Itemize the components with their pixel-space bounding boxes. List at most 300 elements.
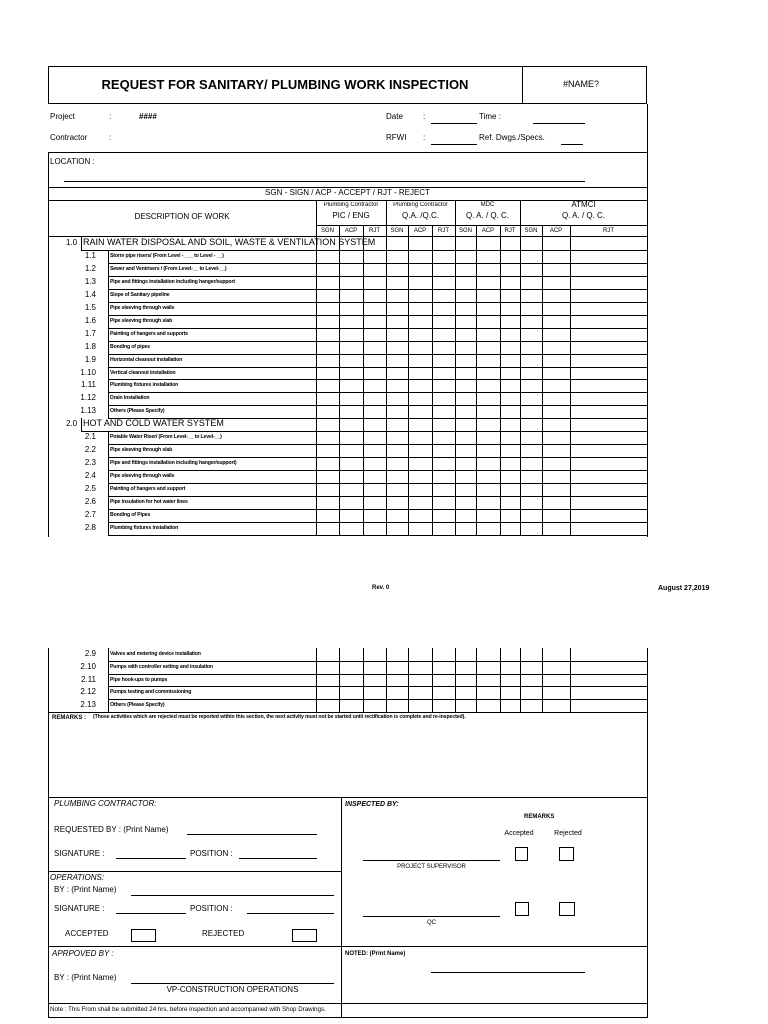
check-cell[interactable]: [433, 355, 455, 367]
qc-field[interactable]: [363, 916, 500, 917]
check-cell[interactable]: [543, 497, 570, 509]
check-cell[interactable]: [387, 264, 408, 276]
check-cell[interactable]: [571, 471, 647, 483]
check-cell[interactable]: [521, 510, 542, 522]
check-cell[interactable]: [317, 510, 339, 522]
check-cell[interactable]: [456, 277, 476, 289]
check-cell[interactable]: [543, 471, 570, 483]
check-cell[interactable]: [543, 251, 570, 263]
check-cell[interactable]: [477, 355, 500, 367]
check-cell[interactable]: [317, 380, 339, 392]
check-cell[interactable]: [409, 484, 432, 496]
check-cell[interactable]: [317, 700, 339, 712]
check-cell[interactable]: [456, 471, 476, 483]
check-cell[interactable]: [571, 380, 647, 392]
check-cell[interactable]: [521, 523, 542, 535]
check-cell[interactable]: [521, 380, 542, 392]
check-cell[interactable]: [433, 662, 455, 674]
check-cell[interactable]: [364, 687, 386, 699]
check-cell[interactable]: [364, 251, 386, 263]
check-cell[interactable]: [364, 523, 386, 535]
check-cell[interactable]: [477, 277, 500, 289]
check-cell[interactable]: [409, 497, 432, 509]
check-cell[interactable]: [571, 484, 647, 496]
check-cell[interactable]: [340, 316, 363, 328]
check-cell[interactable]: [409, 523, 432, 535]
check-cell[interactable]: [501, 484, 520, 496]
check-cell[interactable]: [340, 445, 363, 457]
check-cell[interactable]: [317, 484, 339, 496]
check-cell[interactable]: [543, 458, 570, 470]
check-cell[interactable]: [456, 523, 476, 535]
check-cell[interactable]: [521, 432, 542, 444]
check-cell[interactable]: [317, 355, 339, 367]
check-cell[interactable]: [543, 368, 570, 379]
check-cell[interactable]: [433, 675, 455, 686]
position-field-1[interactable]: [239, 858, 317, 859]
check-cell[interactable]: [456, 484, 476, 496]
check-cell[interactable]: [364, 290, 386, 302]
check-cell[interactable]: [317, 687, 339, 699]
check-cell[interactable]: [571, 316, 647, 328]
check-cell[interactable]: [387, 368, 408, 379]
check-cell[interactable]: [364, 458, 386, 470]
check-cell[interactable]: [521, 497, 542, 509]
check-cell[interactable]: [571, 393, 647, 405]
check-cell[interactable]: [456, 406, 476, 418]
check-cell[interactable]: [409, 303, 432, 315]
check-cell[interactable]: [477, 458, 500, 470]
check-cell[interactable]: [387, 700, 408, 712]
check-cell[interactable]: [387, 251, 408, 263]
check-cell[interactable]: [433, 432, 455, 444]
check-cell[interactable]: [477, 445, 500, 457]
check-cell[interactable]: [543, 329, 570, 341]
check-cell[interactable]: [317, 290, 339, 302]
check-cell[interactable]: [501, 700, 520, 712]
check-cell[interactable]: [317, 393, 339, 405]
check-cell[interactable]: [521, 277, 542, 289]
check-cell[interactable]: [340, 277, 363, 289]
check-cell[interactable]: [571, 649, 647, 661]
check-cell[interactable]: [543, 277, 570, 289]
check-cell[interactable]: [364, 355, 386, 367]
check-cell[interactable]: [501, 393, 520, 405]
check-cell[interactable]: [387, 355, 408, 367]
check-cell[interactable]: [501, 445, 520, 457]
check-cell[interactable]: [409, 662, 432, 674]
check-cell[interactable]: [317, 316, 339, 328]
check-cell[interactable]: [501, 355, 520, 367]
check-cell[interactable]: [340, 303, 363, 315]
check-cell[interactable]: [340, 471, 363, 483]
check-cell[interactable]: [543, 355, 570, 367]
check-cell[interactable]: [501, 471, 520, 483]
project-supervisor-field[interactable]: [363, 860, 500, 861]
check-cell[interactable]: [571, 342, 647, 354]
check-cell[interactable]: [317, 675, 339, 686]
check-cell[interactable]: [501, 523, 520, 535]
check-cell[interactable]: [456, 290, 476, 302]
check-cell[interactable]: [501, 329, 520, 341]
check-cell[interactable]: [317, 497, 339, 509]
check-cell[interactable]: [543, 303, 570, 315]
check-cell[interactable]: [409, 380, 432, 392]
check-cell[interactable]: [364, 264, 386, 276]
check-cell[interactable]: [340, 432, 363, 444]
check-cell[interactable]: [433, 316, 455, 328]
check-cell[interactable]: [501, 497, 520, 509]
check-cell[interactable]: [433, 329, 455, 341]
check-cell[interactable]: [501, 290, 520, 302]
check-cell[interactable]: [340, 406, 363, 418]
check-cell[interactable]: [477, 251, 500, 263]
check-cell[interactable]: [433, 342, 455, 354]
check-cell[interactable]: [340, 523, 363, 535]
time-field[interactable]: [533, 123, 585, 124]
check-cell[interactable]: [433, 510, 455, 522]
check-cell[interactable]: [543, 649, 570, 661]
check-cell[interactable]: [456, 316, 476, 328]
check-cell[interactable]: [317, 368, 339, 379]
check-cell[interactable]: [543, 432, 570, 444]
check-cell[interactable]: [433, 406, 455, 418]
check-cell[interactable]: [543, 380, 570, 392]
check-cell[interactable]: [364, 393, 386, 405]
check-cell[interactable]: [409, 445, 432, 457]
check-cell[interactable]: [340, 484, 363, 496]
check-cell[interactable]: [543, 687, 570, 699]
check-cell[interactable]: [433, 303, 455, 315]
check-cell[interactable]: [477, 393, 500, 405]
check-cell[interactable]: [387, 380, 408, 392]
check-cell[interactable]: [543, 264, 570, 276]
check-cell[interactable]: [477, 662, 500, 674]
check-cell[interactable]: [521, 687, 542, 699]
check-cell[interactable]: [543, 290, 570, 302]
check-cell[interactable]: [433, 687, 455, 699]
check-cell[interactable]: [477, 700, 500, 712]
operations-accepted-checkbox[interactable]: [131, 929, 156, 942]
check-cell[interactable]: [409, 687, 432, 699]
check-cell[interactable]: [317, 264, 339, 276]
check-cell[interactable]: [571, 277, 647, 289]
check-cell[interactable]: [409, 368, 432, 379]
check-cell[interactable]: [477, 380, 500, 392]
check-cell[interactable]: [364, 510, 386, 522]
check-cell[interactable]: [317, 277, 339, 289]
check-cell[interactable]: [433, 523, 455, 535]
check-cell[interactable]: [364, 662, 386, 674]
check-cell[interactable]: [571, 445, 647, 457]
check-cell[interactable]: [340, 649, 363, 661]
check-cell[interactable]: [543, 523, 570, 535]
check-cell[interactable]: [433, 368, 455, 379]
check-cell[interactable]: [364, 303, 386, 315]
check-cell[interactable]: [477, 264, 500, 276]
check-cell[interactable]: [387, 445, 408, 457]
check-cell[interactable]: [477, 523, 500, 535]
check-cell[interactable]: [387, 523, 408, 535]
check-cell[interactable]: [571, 355, 647, 367]
check-cell[interactable]: [477, 471, 500, 483]
check-cell[interactable]: [409, 649, 432, 661]
check-cell[interactable]: [477, 303, 500, 315]
check-cell[interactable]: [521, 316, 542, 328]
check-cell[interactable]: [387, 406, 408, 418]
check-cell[interactable]: [501, 316, 520, 328]
check-cell[interactable]: [340, 380, 363, 392]
supervisor-accept-checkbox[interactable]: [515, 847, 528, 861]
check-cell[interactable]: [317, 649, 339, 661]
check-cell[interactable]: [387, 497, 408, 509]
check-cell[interactable]: [340, 251, 363, 263]
check-cell[interactable]: [571, 251, 647, 263]
check-cell[interactable]: [387, 675, 408, 686]
check-cell[interactable]: [456, 251, 476, 263]
check-cell[interactable]: [571, 329, 647, 341]
check-cell[interactable]: [409, 290, 432, 302]
check-cell[interactable]: [456, 675, 476, 686]
check-cell[interactable]: [409, 316, 432, 328]
qc-reject-checkbox[interactable]: [559, 902, 575, 916]
check-cell[interactable]: [409, 277, 432, 289]
check-cell[interactable]: [409, 251, 432, 263]
check-cell[interactable]: [501, 406, 520, 418]
check-cell[interactable]: [317, 458, 339, 470]
check-cell[interactable]: [501, 510, 520, 522]
check-cell[interactable]: [521, 471, 542, 483]
check-cell[interactable]: [456, 368, 476, 379]
check-cell[interactable]: [456, 393, 476, 405]
check-cell[interactable]: [433, 497, 455, 509]
check-cell[interactable]: [340, 497, 363, 509]
check-cell[interactable]: [409, 393, 432, 405]
check-cell[interactable]: [364, 277, 386, 289]
check-cell[interactable]: [477, 649, 500, 661]
check-cell[interactable]: [409, 700, 432, 712]
check-cell[interactable]: [521, 445, 542, 457]
check-cell[interactable]: [477, 675, 500, 686]
check-cell[interactable]: [456, 264, 476, 276]
check-cell[interactable]: [433, 471, 455, 483]
check-cell[interactable]: [477, 432, 500, 444]
ref-dwgs-field[interactable]: [561, 144, 583, 145]
check-cell[interactable]: [477, 329, 500, 341]
check-cell[interactable]: [521, 329, 542, 341]
check-cell[interactable]: [571, 497, 647, 509]
signature-field-2[interactable]: [116, 913, 186, 914]
check-cell[interactable]: [364, 649, 386, 661]
check-cell[interactable]: [340, 687, 363, 699]
check-cell[interactable]: [543, 393, 570, 405]
check-cell[interactable]: [387, 329, 408, 341]
check-cell[interactable]: [456, 458, 476, 470]
check-cell[interactable]: [521, 368, 542, 379]
check-cell[interactable]: [456, 510, 476, 522]
check-cell[interactable]: [317, 251, 339, 263]
check-cell[interactable]: [521, 393, 542, 405]
check-cell[interactable]: [501, 342, 520, 354]
noted-field[interactable]: [431, 972, 585, 973]
check-cell[interactable]: [477, 368, 500, 379]
check-cell[interactable]: [364, 445, 386, 457]
check-cell[interactable]: [409, 406, 432, 418]
check-cell[interactable]: [571, 700, 647, 712]
check-cell[interactable]: [340, 662, 363, 674]
check-cell[interactable]: [521, 251, 542, 263]
check-cell[interactable]: [317, 662, 339, 674]
check-cell[interactable]: [521, 458, 542, 470]
check-cell[interactable]: [340, 458, 363, 470]
check-cell[interactable]: [340, 368, 363, 379]
check-cell[interactable]: [340, 510, 363, 522]
check-cell[interactable]: [364, 471, 386, 483]
check-cell[interactable]: [501, 264, 520, 276]
check-cell[interactable]: [501, 368, 520, 379]
check-cell[interactable]: [433, 445, 455, 457]
check-cell[interactable]: [433, 251, 455, 263]
check-cell[interactable]: [409, 432, 432, 444]
check-cell[interactable]: [433, 700, 455, 712]
check-cell[interactable]: [543, 675, 570, 686]
check-cell[interactable]: [501, 458, 520, 470]
check-cell[interactable]: [571, 290, 647, 302]
check-cell[interactable]: [364, 316, 386, 328]
check-cell[interactable]: [456, 303, 476, 315]
check-cell[interactable]: [317, 523, 339, 535]
check-cell[interactable]: [340, 290, 363, 302]
check-cell[interactable]: [387, 484, 408, 496]
check-cell[interactable]: [571, 662, 647, 674]
check-cell[interactable]: [543, 484, 570, 496]
approved-by-field[interactable]: [131, 983, 334, 984]
location-field[interactable]: [64, 181, 585, 182]
check-cell[interactable]: [477, 342, 500, 354]
check-cell[interactable]: [387, 649, 408, 661]
position-field-2[interactable]: [247, 913, 334, 914]
check-cell[interactable]: [387, 458, 408, 470]
check-cell[interactable]: [340, 264, 363, 276]
check-cell[interactable]: [317, 432, 339, 444]
rfwi-field[interactable]: [431, 144, 477, 145]
check-cell[interactable]: [387, 432, 408, 444]
check-cell[interactable]: [571, 675, 647, 686]
check-cell[interactable]: [317, 471, 339, 483]
check-cell[interactable]: [433, 393, 455, 405]
check-cell[interactable]: [409, 355, 432, 367]
check-cell[interactable]: [340, 329, 363, 341]
check-cell[interactable]: [501, 675, 520, 686]
check-cell[interactable]: [501, 662, 520, 674]
check-cell[interactable]: [501, 649, 520, 661]
check-cell[interactable]: [477, 497, 500, 509]
check-cell[interactable]: [456, 380, 476, 392]
check-cell[interactable]: [521, 264, 542, 276]
check-cell[interactable]: [364, 432, 386, 444]
signature-field-1[interactable]: [116, 858, 186, 859]
check-cell[interactable]: [340, 393, 363, 405]
check-cell[interactable]: [317, 303, 339, 315]
check-cell[interactable]: [340, 355, 363, 367]
qc-accept-checkbox[interactable]: [515, 902, 529, 916]
check-cell[interactable]: [571, 368, 647, 379]
check-cell[interactable]: [340, 700, 363, 712]
check-cell[interactable]: [543, 445, 570, 457]
check-cell[interactable]: [340, 675, 363, 686]
check-cell[interactable]: [340, 342, 363, 354]
check-cell[interactable]: [387, 687, 408, 699]
check-cell[interactable]: [456, 497, 476, 509]
check-cell[interactable]: [364, 406, 386, 418]
check-cell[interactable]: [456, 355, 476, 367]
check-cell[interactable]: [433, 484, 455, 496]
check-cell[interactable]: [364, 497, 386, 509]
check-cell[interactable]: [571, 458, 647, 470]
check-cell[interactable]: [521, 303, 542, 315]
check-cell[interactable]: [387, 290, 408, 302]
check-cell[interactable]: [521, 662, 542, 674]
check-cell[interactable]: [317, 329, 339, 341]
check-cell[interactable]: [433, 380, 455, 392]
check-cell[interactable]: [433, 290, 455, 302]
check-cell[interactable]: [364, 342, 386, 354]
check-cell[interactable]: [387, 316, 408, 328]
check-cell[interactable]: [543, 342, 570, 354]
check-cell[interactable]: [317, 342, 339, 354]
check-cell[interactable]: [387, 277, 408, 289]
check-cell[interactable]: [456, 342, 476, 354]
check-cell[interactable]: [543, 406, 570, 418]
requested-by-field[interactable]: [187, 834, 317, 835]
check-cell[interactable]: [571, 264, 647, 276]
check-cell[interactable]: [477, 290, 500, 302]
check-cell[interactable]: [387, 471, 408, 483]
check-cell[interactable]: [456, 432, 476, 444]
check-cell[interactable]: [501, 687, 520, 699]
check-cell[interactable]: [521, 700, 542, 712]
check-cell[interactable]: [456, 445, 476, 457]
check-cell[interactable]: [456, 649, 476, 661]
check-cell[interactable]: [571, 510, 647, 522]
date-field[interactable]: [431, 123, 477, 124]
check-cell[interactable]: [571, 687, 647, 699]
check-cell[interactable]: [521, 675, 542, 686]
check-cell[interactable]: [521, 649, 542, 661]
check-cell[interactable]: [521, 355, 542, 367]
check-cell[interactable]: [571, 523, 647, 535]
check-cell[interactable]: [477, 510, 500, 522]
check-cell[interactable]: [571, 303, 647, 315]
check-cell[interactable]: [409, 510, 432, 522]
check-cell[interactable]: [364, 700, 386, 712]
check-cell[interactable]: [477, 687, 500, 699]
check-cell[interactable]: [521, 484, 542, 496]
check-cell[interactable]: [409, 264, 432, 276]
check-cell[interactable]: [477, 316, 500, 328]
check-cell[interactable]: [409, 471, 432, 483]
check-cell[interactable]: [387, 662, 408, 674]
check-cell[interactable]: [364, 484, 386, 496]
check-cell[interactable]: [387, 342, 408, 354]
check-cell[interactable]: [521, 342, 542, 354]
operations-rejected-checkbox[interactable]: [292, 929, 317, 942]
check-cell[interactable]: [409, 329, 432, 341]
check-cell[interactable]: [433, 649, 455, 661]
check-cell[interactable]: [387, 393, 408, 405]
check-cell[interactable]: [409, 458, 432, 470]
check-cell[interactable]: [501, 251, 520, 263]
